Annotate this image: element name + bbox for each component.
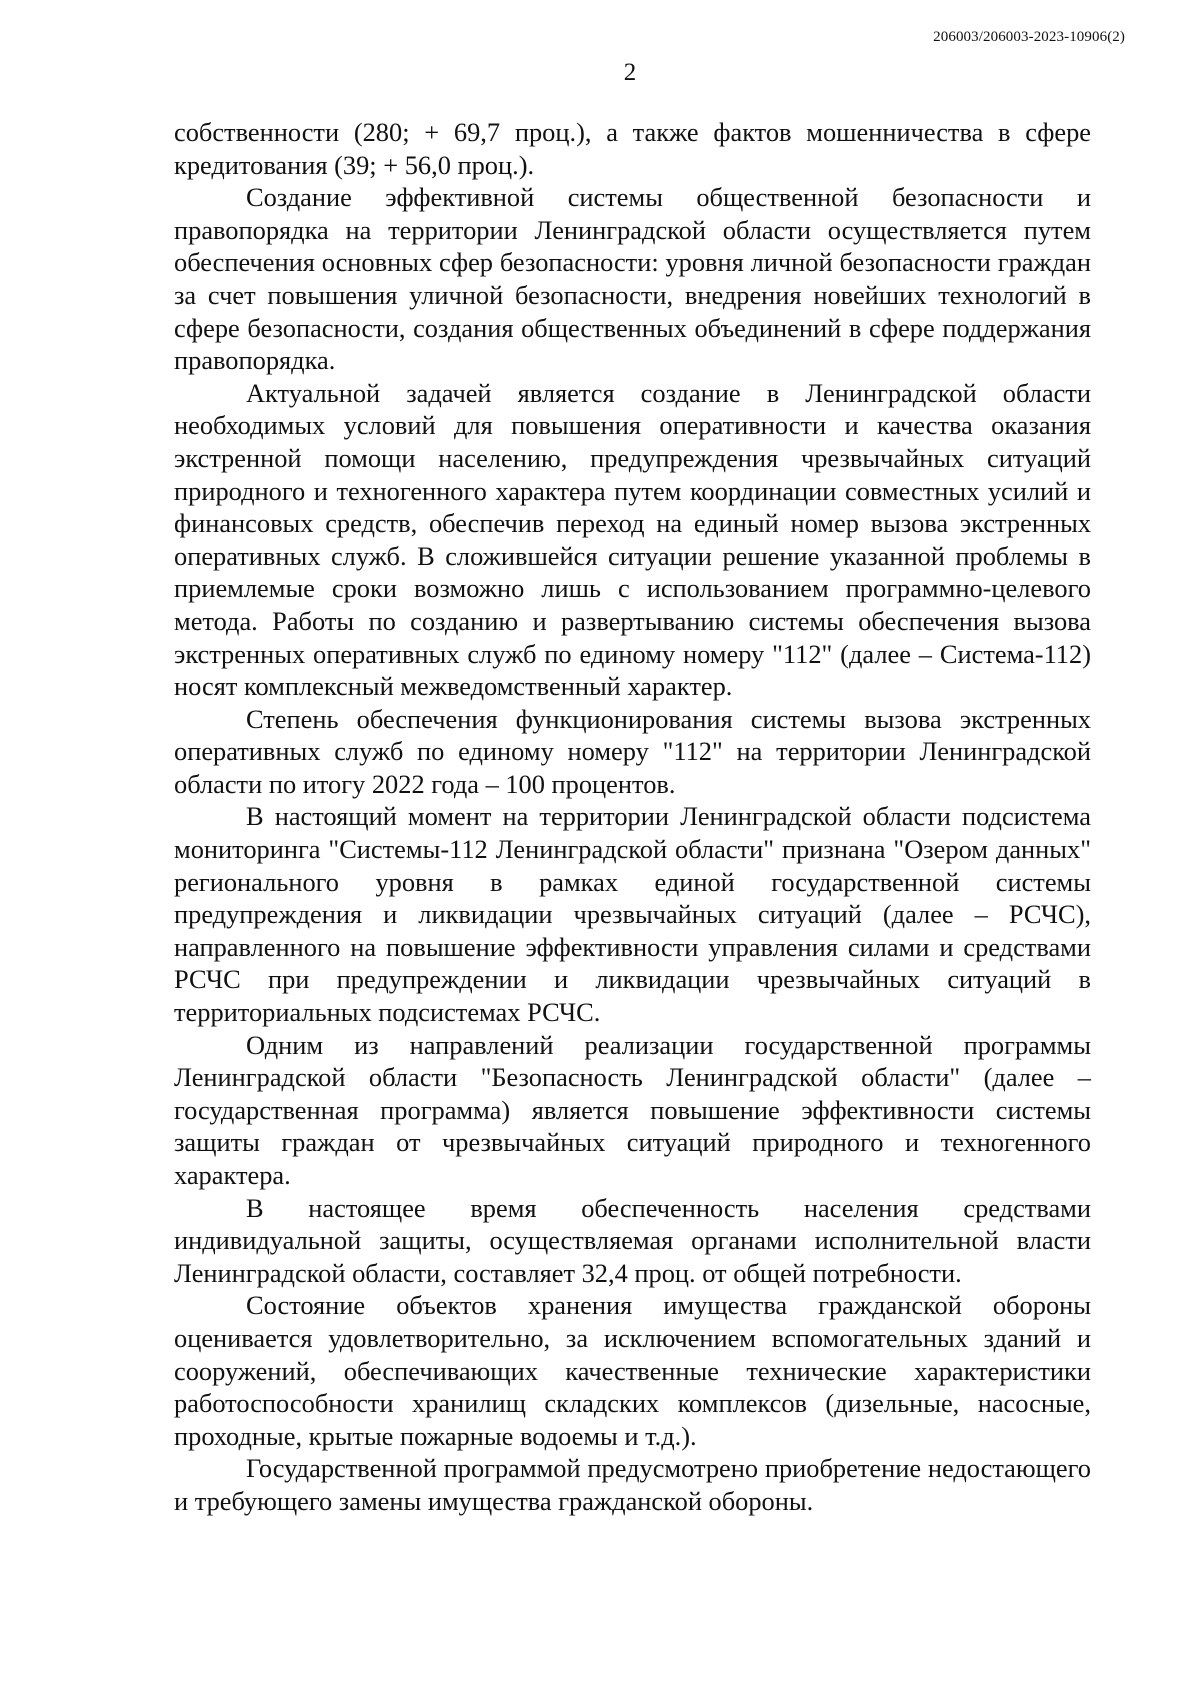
paragraph-continuation: собственности (280; + 69,7 проц.), а также фактов мошенничества в сфере кредитования (39; + 56,0 проц.). [174,117,1091,180]
paragraph-monitoring-subsystem: В настоящий момент на территории Ленинградской области подсистема мониторинга "Системы-112 Ленинградской области" признана "Озером данных" регионального уровня в рамках единой государственной системы предупреждения и ликвидации чрезвычайных ситуаций (далее – РСЧС), направленного на повышение эффективности управления силами и средствами РСЧС при предупреждении и ликвидации чрезвычайных ситуаций в территориальных подсистемах РСЧС. [174,801,1091,1028]
paragraph-procurement: Государственной программой предусмотрено приобретение недостающего и требующего замены имущества гражданской обороны. [174,1453,1091,1516]
paragraph-program-direction: Одним из направлений реализации государственной программы Ленинградской области "Безопасность Ленинградской области" (далее – государственная программа) является повышение эффективности системы защиты граждан от чрезвычайных ситуаций природного и техногенного характера. [174,1029,1091,1190]
page-number: 2 [623,59,637,86]
paragraph-emergency-task: Актуальной задачей является создание в Ленинградской области необходимых условий для повышения оперативности и качества оказания экстренной помощи населению, предупреждения чрезвычайных ситуаций природного и техногенного характера путем координации совместных усилий и финансовых средств, обеспечив переход на единый номер вызова экстренных оперативных служб. В сложившейся ситуации решение указанной проблемы в приемлемые сроки возможно лишь с использованием программно-целевого метода. Работы по созданию и развертыванию системы обеспечения вызова экстренных оперативных служб по единому номеру "112" (далее – Система-112) носят комплексный межведомственный характер. [174,377,1091,702]
paragraph-public-safety: Создание эффективной системы общественной безопасности и правопорядка на территории Ленинградской области осуществляется путем обеспечения основных сфер безопасности: уровня личной безопасности граждан за счет повышения уличной безопасности, внедрения новейших технологий в сфере безопасности, создания общественных объединений в сфере поддержания правопорядка. [174,182,1091,376]
paragraph-system-112-coverage: Степень обеспечения функционирования системы вызова экстренных оперативных служб по единому номеру "112" на территории Ленинградской области по итогу 2022 года – 100 процентов. [174,703,1091,799]
paragraph-storage-state: Состояние объектов хранения имущества гражданской обороны оценивается удовлетворительно, за исключением вспомогательных зданий и сооружений, обеспечивающих качественные технические характеристики работоспособности хранилищ складских комплексов (дизельные, насосные, проходные, крытые пожарные водоемы и т.д.). [174,1290,1091,1451]
document-id: 206003/206003-2023-10906(2) [933,29,1125,45]
document-body [174,116,1091,1518]
paragraph-protection-supply: В настоящее время обеспеченность населения средствами индивидуальной защиты, осуществляемая органами исполнительной власти Ленинградской области, составляет 32,4 проц. от общей потребности. [174,1192,1091,1288]
